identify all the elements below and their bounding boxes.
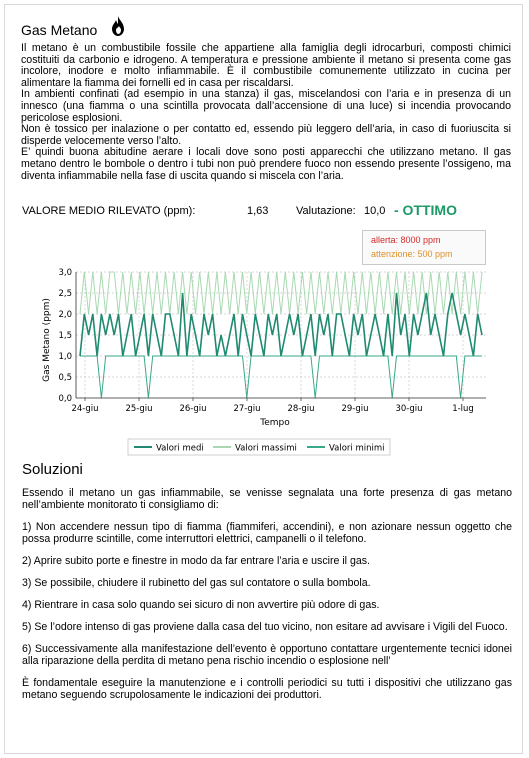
x-axis-label: Tempo — [260, 418, 290, 428]
chart-axes — [58, 268, 486, 414]
y-tick-label: 1,5 — [58, 331, 72, 341]
x-tick-label: 26-giu — [179, 404, 207, 414]
legend-label: Valori medi — [156, 443, 204, 454]
series-line-valori-medi — [80, 293, 482, 356]
solution-item: 3) Se possibile, chiudere il rubinetto del gas sul contatore o sulla bombola. — [22, 577, 371, 589]
alert-threshold: allerta: 8000 ppm — [371, 235, 441, 245]
legend-label: Valori minimi — [329, 443, 385, 454]
threshold-box — [362, 230, 486, 265]
flame-icon — [110, 15, 126, 37]
intro-paragraph: In ambienti confinati (ad esempio in una stanza) il gas, miscelandosi con l’aria e in presenza di un innesco (una fiamma o una scintilla provocata dall’accensione di una luce) si incendia provocando pericolose esplosioni. — [21, 88, 511, 124]
evaluation-label: Valutazione: — [296, 205, 356, 217]
evaluation-value: 10,0 — [364, 205, 386, 217]
solution-item: 1) Non accendere nessun tipo di fiamma (fiammiferi, accendini), e non azionare nessun oggetto che possa produrre scintille, come interruttori elettrici, campanelli o il telefono. — [22, 521, 512, 545]
intro-paragraph: Non è tossico per inalazione o per contatto ed, essendo più leggero dell’aria, in caso di fuoriuscita si disperde velocemente verso l’alto. — [21, 123, 511, 147]
x-tick-label: 24-giu — [71, 404, 99, 414]
solution-item: È fondamentale eseguire la manutenzione e i controlli periodici su tutti i dispositivi che utilizzano gas metano seguendo scrupolosamente le indicazioni dei produttori. — [22, 677, 512, 701]
y-tick-label: 0,5 — [58, 373, 72, 383]
chart-legend — [128, 439, 390, 455]
average-value: 1,63 — [247, 205, 269, 217]
y-tick-label: 0,0 — [58, 394, 72, 404]
intro-text — [21, 43, 511, 182]
solution-item: 5) Se l’odore intenso di gas proviene dalla casa del tuo vicino, non esitare ad avvisare i Vigili del Fuoco. — [22, 621, 508, 633]
y-tick-label: 2,5 — [58, 289, 72, 299]
x-tick-label: 29-giu — [341, 404, 369, 414]
solution-item: 2) Aprire subito porte e finestre in modo da far entrare l’aria e uscire il gas. — [22, 555, 371, 567]
x-tick-label: 25-giu — [125, 404, 153, 414]
solutions-text — [22, 487, 512, 711]
intro-paragraph: Il metano è un combustibile fossile che appartiene alla famiglia degli idrocarburi, composti chimici costituiti da carbonio e idrogeno. A temperatura e pressione ambiente il metano si presenta come gas incolore, inodore e molto infiammabile. È il combustibile comunemente utilizzato in cucina per alimentare la fiamma dei fornelli ed in casa per riscaldarsi. — [21, 42, 511, 89]
average-label: VALORE MEDIO RILEVATO (ppm): — [22, 205, 196, 217]
x-tick-label: 28-giu — [287, 404, 315, 414]
x-tick-label: 30-giu — [395, 404, 423, 414]
solution-item: 4) Rientrare in casa solo quando sei sicuro di non avvertire più odore di gas. — [22, 599, 380, 611]
x-tick-label: 1-lug — [452, 404, 474, 414]
warning-threshold: attenzione: 500 ppm — [371, 249, 453, 259]
y-tick-label: 3,0 — [58, 268, 72, 278]
solution-item: Essendo il metano un gas infiammabile, se venisse segnalata una forte presenza di gas metano nell’ambiente monitorato ti consigliamo di: — [22, 487, 512, 511]
y-axis-label: Gas Metano (ppm) — [42, 298, 52, 382]
solutions-title: Soluzioni — [22, 461, 83, 478]
legend-label: Valori massimi — [235, 443, 297, 454]
intro-paragraph: E’ quindi buona abitudine aerare i locali dove sono posti apparecchi che utilizzano metano. Il gas metano dentro le bombole o dentro i tubi non può prendere fuoco non essendo presente l’ossigeno, ma diventa infiammabile nella fase di uscita quando si miscela con l’aria. — [21, 146, 511, 182]
gas-chart — [0, 262, 529, 462]
solution-item: 6) Successivamente alla manifestazione dell’evento è opportuno contattare urgentemente tecnici idonei alla riparazione della perdita di metano pena rischio incendio o esplosione nell’ — [22, 643, 512, 667]
evaluation-rating: - OTTIMO — [394, 202, 457, 218]
page-title: Gas Metano — [21, 22, 98, 38]
y-tick-label: 1,0 — [58, 352, 72, 362]
y-tick-label: 2,0 — [58, 310, 72, 320]
x-tick-label: 27-giu — [233, 404, 261, 414]
